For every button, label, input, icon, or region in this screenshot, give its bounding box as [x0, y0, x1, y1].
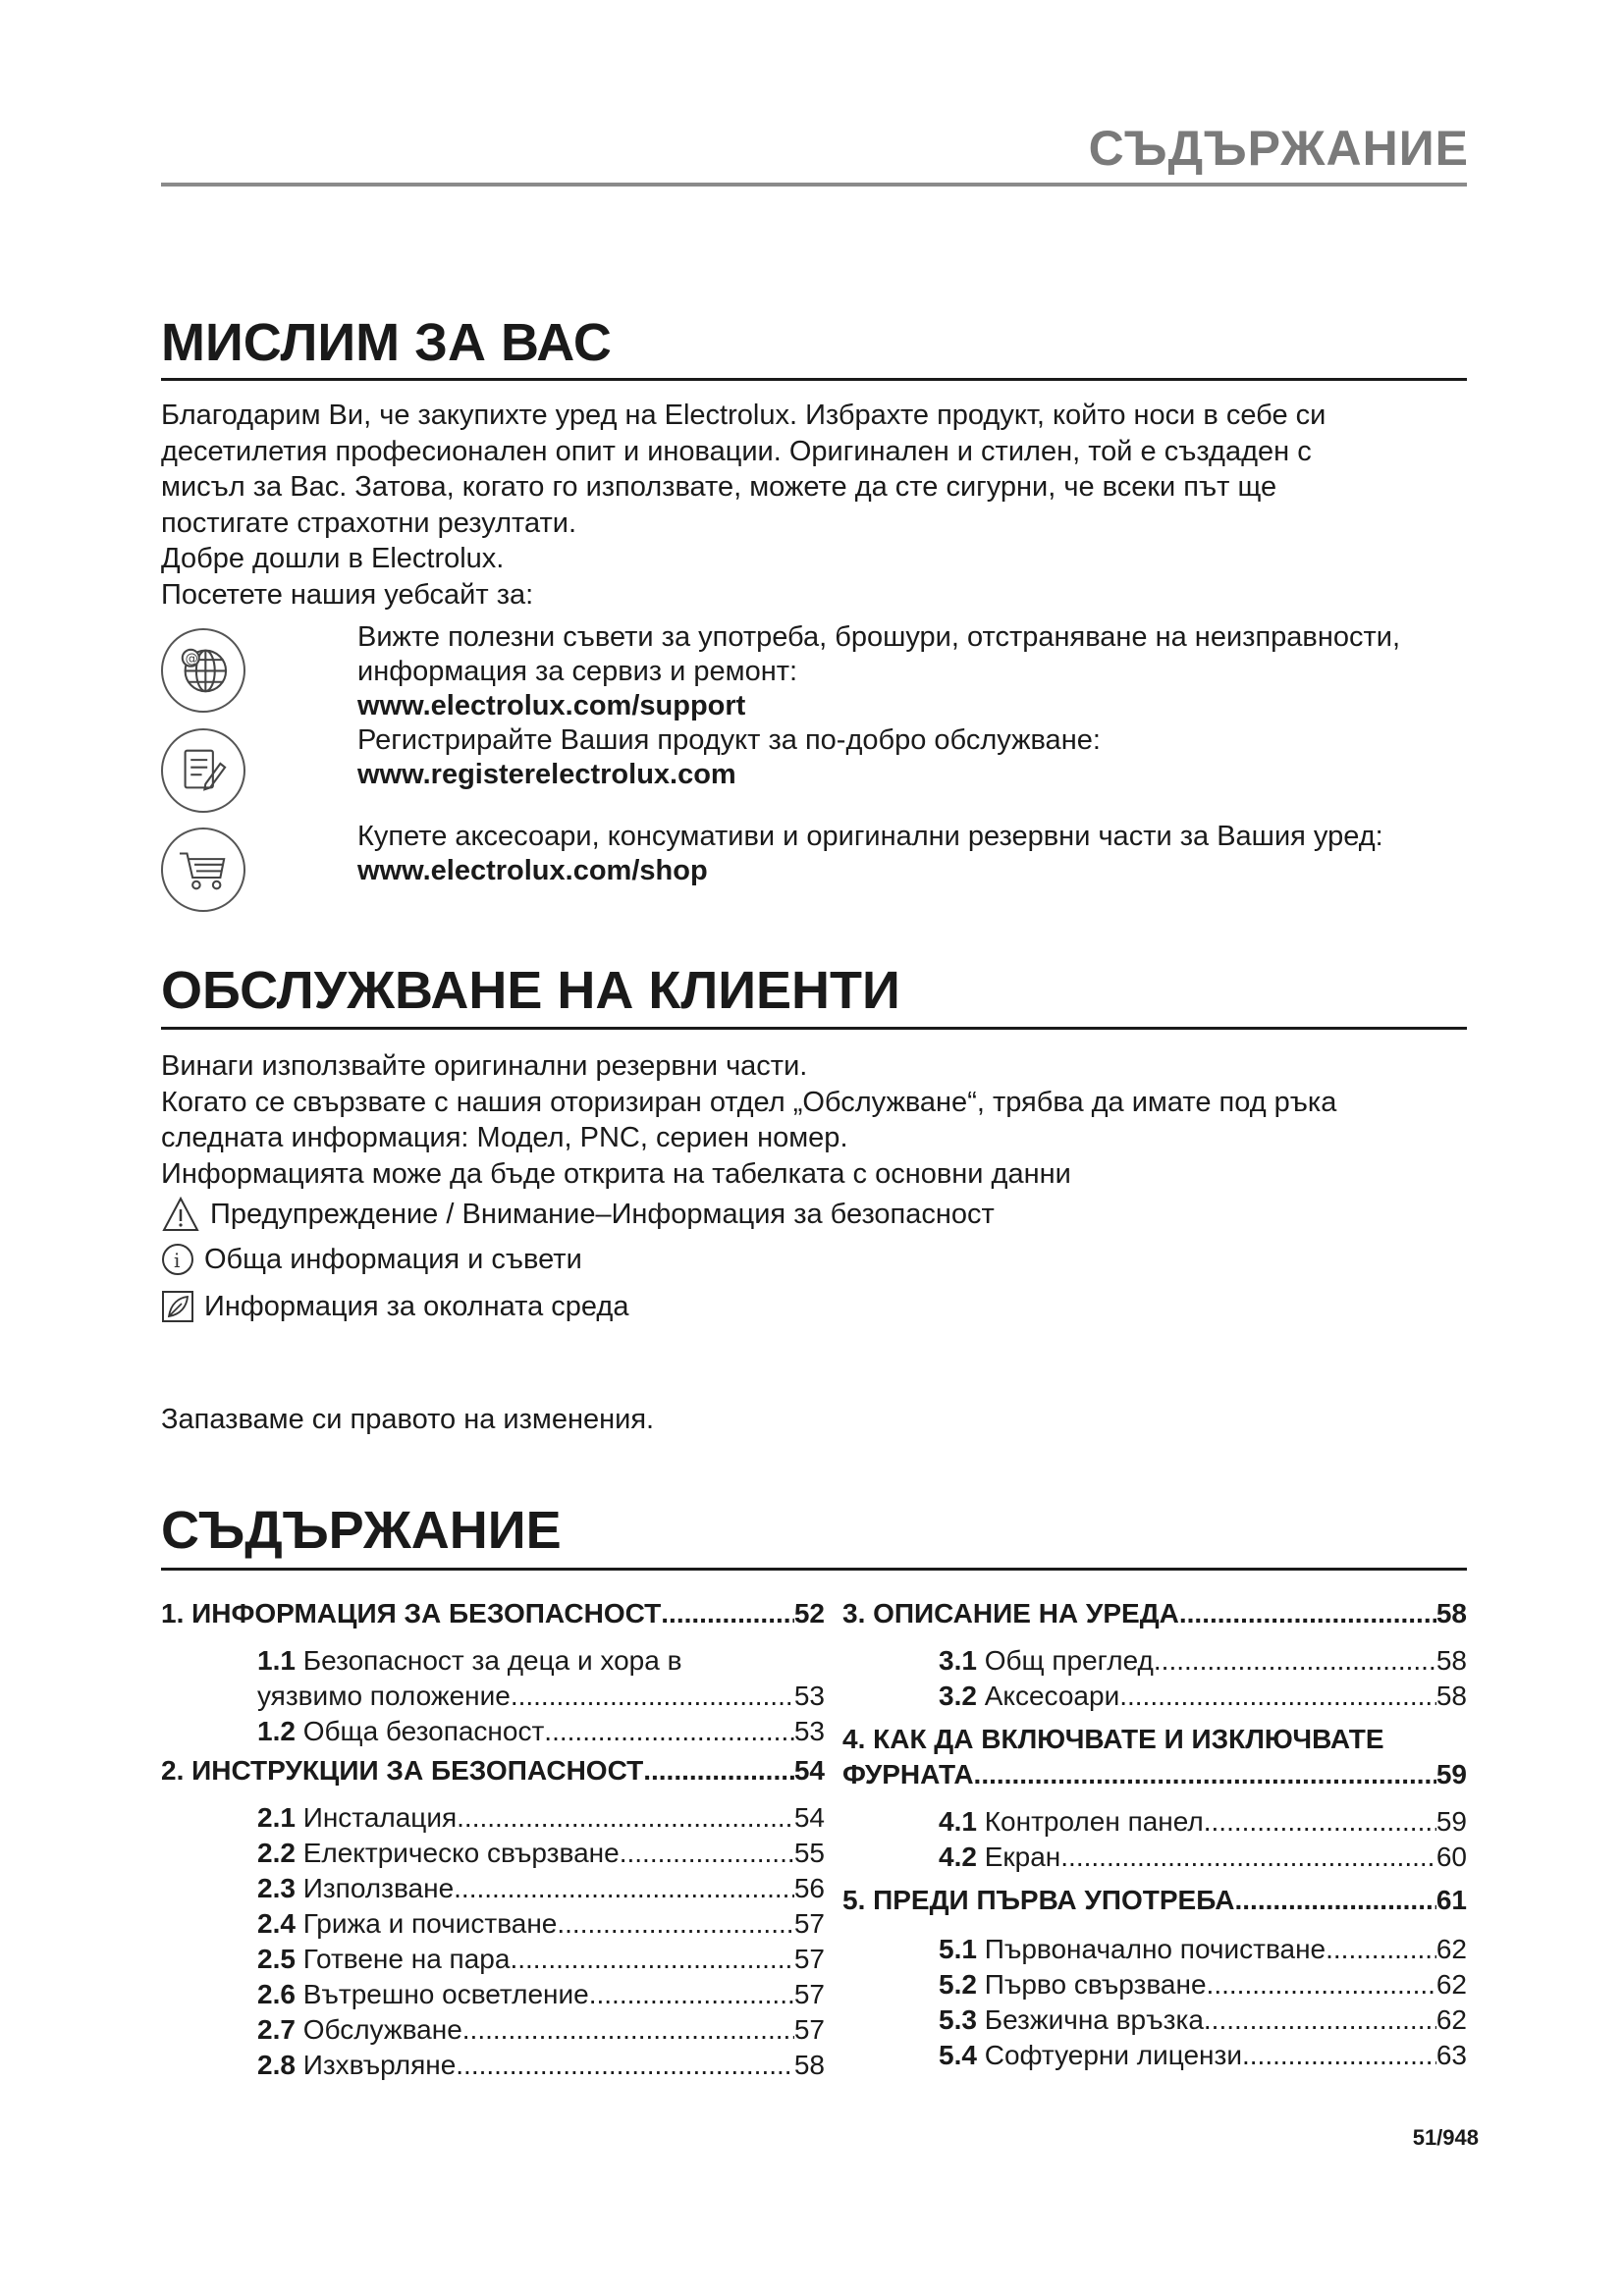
toc-entry-1[interactable]: 1. ИНФОРМАЦИЯ ЗА БЕЗОПАСНОСТ ..... 52	[161, 1596, 825, 1631]
toc-rule	[161, 1568, 1467, 1571]
toc-entry-2[interactable]: 2. ИНСТРУКЦИИ ЗА БЕЗОПАСНОСТ ..... 54	[161, 1753, 825, 1789]
rights-notice	[161, 1402, 1477, 1438]
toc-entry-5[interactable]: 5. ПРЕДИ ПЪРВА УПОТРЕБА ..... 61	[842, 1883, 1467, 1918]
info-icon	[161, 1243, 194, 1276]
intro-paragraph	[161, 398, 1477, 613]
toc-entry-2-5[interactable]: 2.5 Готвене на пара ..... 57	[161, 1942, 825, 1977]
toc-entry-3-1[interactable]: 3.1 Общ преглед ..... 58	[842, 1643, 1467, 1679]
toc-entry-3-2[interactable]: 3.2 Аксесоари ..... 58	[842, 1679, 1467, 1714]
intro-line: Благодарим Ви, че закупихте уред на Electrolux. Избрахте продукт, който носи в себе си	[161, 400, 1326, 431]
warning-triangle-icon	[161, 1196, 200, 1233]
toc-entry-4-2[interactable]: 4.2 Екран ..... 60	[842, 1840, 1467, 1875]
shop-link[interactable]: www.electrolux.com/shop	[357, 855, 708, 886]
service-line: следната информация: Модел, PNC, сериен номер.	[161, 1122, 848, 1153]
page-number: 51/948	[1412, 2125, 1479, 2150]
toc-entry-2-3[interactable]: 2.3 Използване ..... 56	[161, 1871, 825, 1906]
shop-block	[357, 820, 1383, 888]
toc-entry-2-4[interactable]: 2.4 Грижа и почистване ..... 57	[161, 1906, 825, 1942]
service-line: Когато се свързвате с нашия оторизиран отдел „Обслужване“, трябва да имате под ръка	[161, 1086, 1337, 1118]
header-rule	[161, 183, 1467, 187]
support-block	[357, 620, 1400, 792]
toc-entry-2-1[interactable]: 2.1 Инсталация ..... 54	[161, 1800, 825, 1836]
support-text: информация за сервиз и ремонт:	[357, 656, 798, 687]
legend-info	[161, 1243, 582, 1276]
toc-entry-2-2[interactable]: 2.2 Електрическо свързване ..... 55	[161, 1836, 825, 1871]
shop-text: Купете аксесоари, консумативи и оригинални резервни части за Вашия уред:	[357, 821, 1383, 852]
notice-text: Запазваме си правото на изменения.	[161, 1404, 655, 1435]
toc-title: СЪДЪРЖАНИЕ	[161, 1501, 562, 1560]
toc-entry-2-7[interactable]: 2.7 Обслужване ..... 57	[161, 2012, 825, 2048]
running-header: СЪДЪРЖАНИЕ	[1088, 121, 1469, 176]
service-line: Информацията може да бъде открита на табелката с основни данни	[161, 1157, 1071, 1190]
intro-line: Добре дошли в Electrolux.	[161, 543, 505, 574]
legend-text: Предупреждение / Внимание–Информация за безопасност	[210, 1198, 995, 1230]
toc-entry-3[interactable]: 3. ОПИСАНИЕ НА УРЕДА ..... 58	[842, 1596, 1467, 1631]
toc-entry-5-3[interactable]: 5.3 Безжична връзка ..... 62	[842, 2002, 1467, 2038]
support-link[interactable]: www.electrolux.com/support	[357, 690, 746, 721]
svg-text:i: i	[174, 1249, 181, 1272]
legend-warning	[161, 1196, 995, 1233]
service-paragraph	[161, 1048, 1477, 1192]
toc-left-column	[161, 1596, 825, 2083]
toc-entry-1-2[interactable]: 1.2 Обща безопасност ..... 53	[161, 1714, 825, 1749]
toc-entry-1-1[interactable]: 1.1 Безопасност за деца и хора в уязвимо положение ..... 53	[161, 1643, 825, 1714]
support-text: Вижте полезни съвети за употреба, брошури, отстраняване на неизправности,	[357, 621, 1400, 653]
register-text: Регистрирайте Вашия продукт за по-добро обслужване:	[357, 724, 1101, 756]
section-rule	[161, 378, 1467, 381]
svg-text:@: @	[185, 651, 198, 667]
toc-entry-4[interactable]: 4. КАК ДА ВКЛЮЧВАТЕ И ИЗКЛЮЧВАТЕ ФУРНАТА ..... 59	[842, 1722, 1467, 1792]
section-rule	[161, 1027, 1467, 1030]
intro-line: постигате страхотни резултати.	[161, 507, 577, 539]
intro-line: мисъл за Вас. Затова, когато го използвате, можете да сте сигурни, че всеки път ще	[161, 471, 1277, 503]
legend-text: Обща информация и съвети	[204, 1243, 582, 1275]
toc-right-column	[842, 1596, 1467, 2073]
toc-entry-4-1[interactable]: 4.1 Контролен панел ..... 59	[842, 1804, 1467, 1840]
section-title-customer-care: ОБСЛУЖВАНЕ НА КЛИЕНТИ	[161, 961, 900, 1020]
legend-text: Информация за околната среда	[204, 1290, 629, 1322]
globe-web-icon	[161, 628, 245, 713]
toc-entry-2-6[interactable]: 2.6 Вътрешно осветление ..... 57	[161, 1977, 825, 2012]
toc-entry-5-4[interactable]: 5.4 Софтуерни лицензи ..... 63	[842, 2038, 1467, 2073]
toc-entry-2-8[interactable]: 2.8 Изхвърляне ..... 58	[161, 2048, 825, 2083]
intro-line: десетилетия професионален опит и иновации. Оригинален и стилен, той е създаден с	[161, 435, 1312, 467]
section-title-thinking-of-you: МИСЛИМ ЗА ВАС	[161, 313, 612, 372]
toc-entry-5-2[interactable]: 5.2 Първо свързване ..... 62	[842, 1967, 1467, 2002]
environment-leaf-icon	[161, 1290, 194, 1323]
intro-line: Посетете нашия уебсайт за:	[161, 578, 534, 611]
register-form-icon	[161, 728, 245, 813]
shopping-cart-icon	[161, 828, 245, 912]
register-link[interactable]: www.registerelectrolux.com	[357, 759, 736, 790]
service-line: Винаги използвайте оригинални резервни части.	[161, 1050, 808, 1082]
toc-entry-5-1[interactable]: 5.1 Първоначално почистване ..... 62	[842, 1932, 1467, 1967]
legend-environment	[161, 1290, 628, 1323]
